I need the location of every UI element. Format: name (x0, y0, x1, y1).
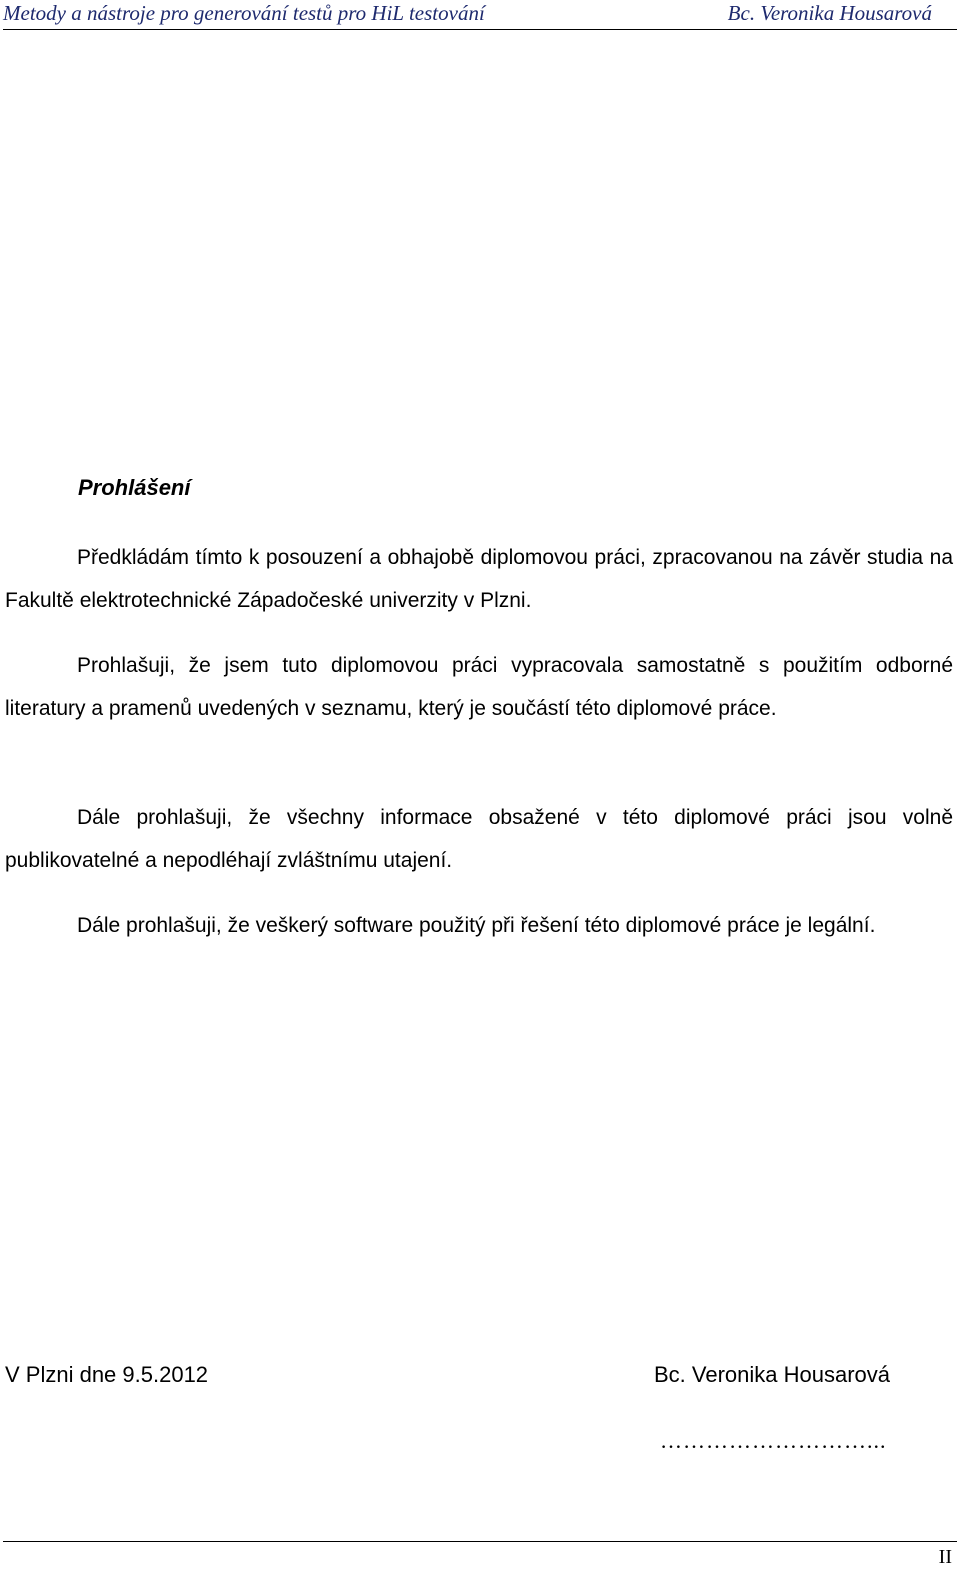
signature-line: ………………………... (660, 1428, 887, 1453)
header-document-title: Metody a nástroje pro generování testů pro HiL testování (3, 1, 485, 25)
section-heading: Prohlášení (78, 475, 191, 500)
paragraph-submission: Předkládám tímto k posouzení a obhajobě diplomovou práci, zpracovanou na závěr studia na Fakultě elektrotechnické Západočeské univerzity v Plzni. (5, 546, 953, 612)
signature-place-date: V Plzni dne 9.5.2012 (5, 1362, 209, 1387)
signature-name: Bc. Veronika Housarová (654, 1362, 891, 1387)
footer-divider (3, 1541, 957, 1542)
paragraph-independent-work: Prohlašuji, že jsem tuto diplomovou práci vypracovala samostatně s použitím odborné literatury a pramenů uvedených v seznamu, který je součástí této diplomové práce. (5, 654, 953, 720)
page-number: II (938, 1546, 952, 1568)
paragraph-publishable: Dále prohlašuji, že všechny informace obsažené v této diplomové práci jsou volně publikovatelné a nepodléhají zvláštnímu utajení. (5, 806, 953, 872)
running-header (3, 0, 957, 30)
header-author: Bc. Veronika Housarová (727, 1, 932, 25)
paragraph-legal-software: Dále prohlašuji, že veškerý software použitý při řešení této diplomové práce je legální. (77, 914, 876, 937)
